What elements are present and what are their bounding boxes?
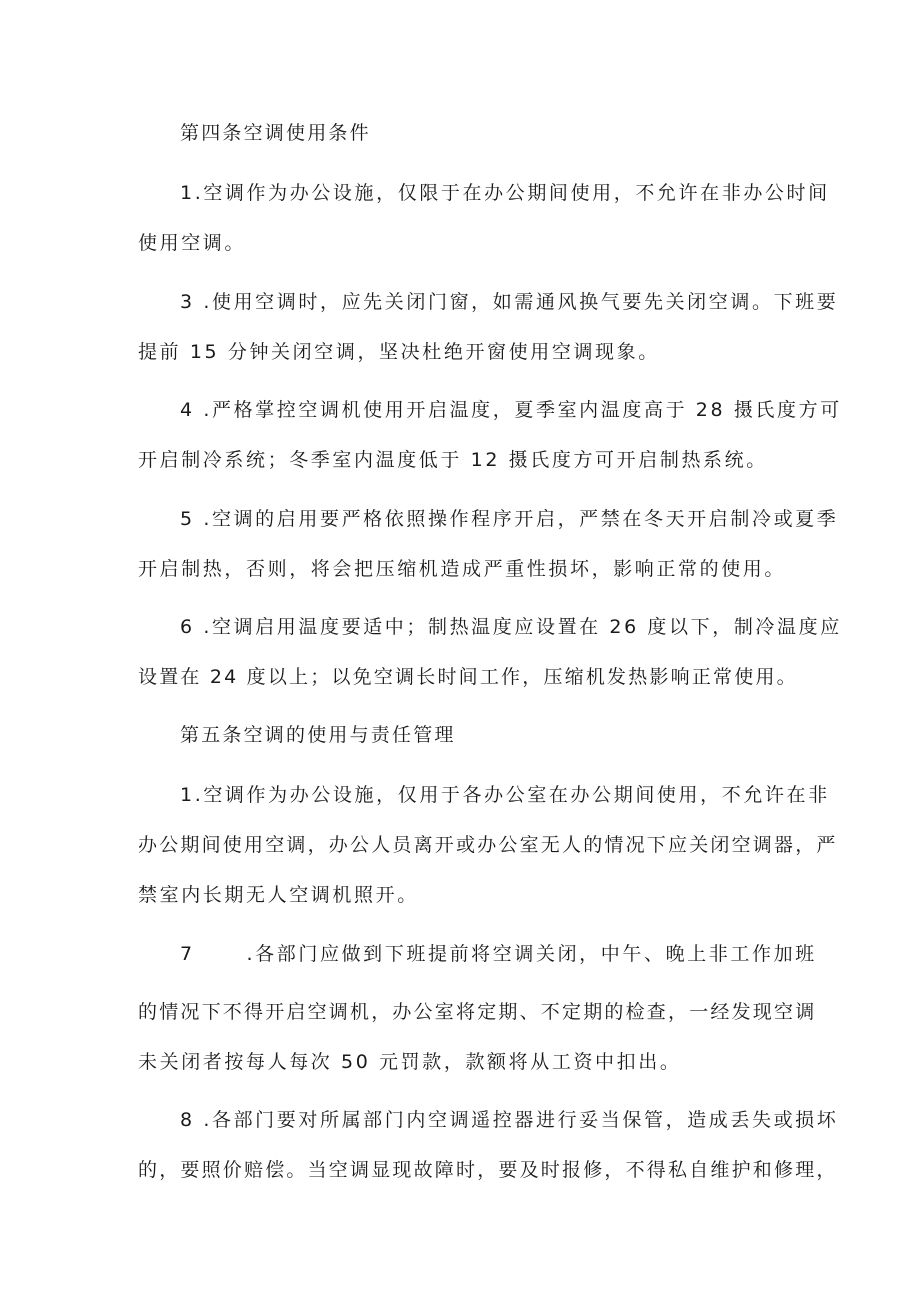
paragraph-line: 的，要照价赔偿。当空调显现故障时，要及时报修，不得私自维护和修理， xyxy=(138,1159,838,1181)
paragraph-line: 1.空调作为办公设施，仅限于在办公期间使用，不允许在非办公时间 xyxy=(180,182,830,204)
paragraph-line: 6 .空调启用温度要适中；制热温度应设置在 26 度以下，制冷温度应 xyxy=(180,616,842,638)
paragraph-line: 3 .使用空调时，应先关闭门窗，如需通风换气要先关闭空调。下班要 xyxy=(180,291,839,313)
paragraph-line: 开启制热，否则，将会把压缩机造成严重性损坏，影响正常的使用。 xyxy=(138,558,787,580)
paragraph-line: 设置在 24 度以上；以免空调长时间工作，压缩机发热影响正常使用。 xyxy=(138,666,798,688)
section-heading-article-4: 第四条空调使用条件 xyxy=(180,122,371,144)
paragraph-line: 未关闭者按每人每次 50 元罚款，款额将从工资中扣出。 xyxy=(138,1051,682,1073)
paragraph-line: 禁室内长期无人空调机照开。 xyxy=(138,884,419,906)
paragraph-line: 5 .空调的启用要严格依照操作程序开启，严禁在冬天开启制冷或夏季 xyxy=(180,508,839,530)
paragraph-line: 提前 15 分钟关闭空调，坚决杜绝开窗使用空调现象。 xyxy=(138,341,660,363)
paragraph-line: 8 .各部门要对所属部门内空调遥控器进行妥当保管，造成丢失或损坏 xyxy=(180,1109,839,1131)
paragraph-line: 4 .严格掌控空调机使用开启温度，夏季室内温度高于 28 摄氏度方可 xyxy=(180,399,842,421)
paragraph-line: 使用空调。 xyxy=(138,232,247,254)
paragraph-line: 1.空调作为办公设施，仅用于各办公室在办公期间使用，不允许在非 xyxy=(180,784,830,806)
paragraph-line: 的情况下不得开启空调机，办公室将定期、不定期的检查，一经发现空调 xyxy=(138,1001,817,1023)
section-heading-article-5: 第五条空调的使用与责任管理 xyxy=(180,724,456,746)
paragraph-line: 7 .各部门应做到下班提前将空调关闭，中午、晚上非工作加班 xyxy=(180,943,817,965)
paragraph-line: 开启制冷系统；冬季室内温度低于 12 摄氏度方可开启制热系统。 xyxy=(138,449,768,471)
paragraph-line: 办公期间使用空调，办公人员离开或办公室无人的情况下应关闭空调器，严 xyxy=(138,834,838,856)
